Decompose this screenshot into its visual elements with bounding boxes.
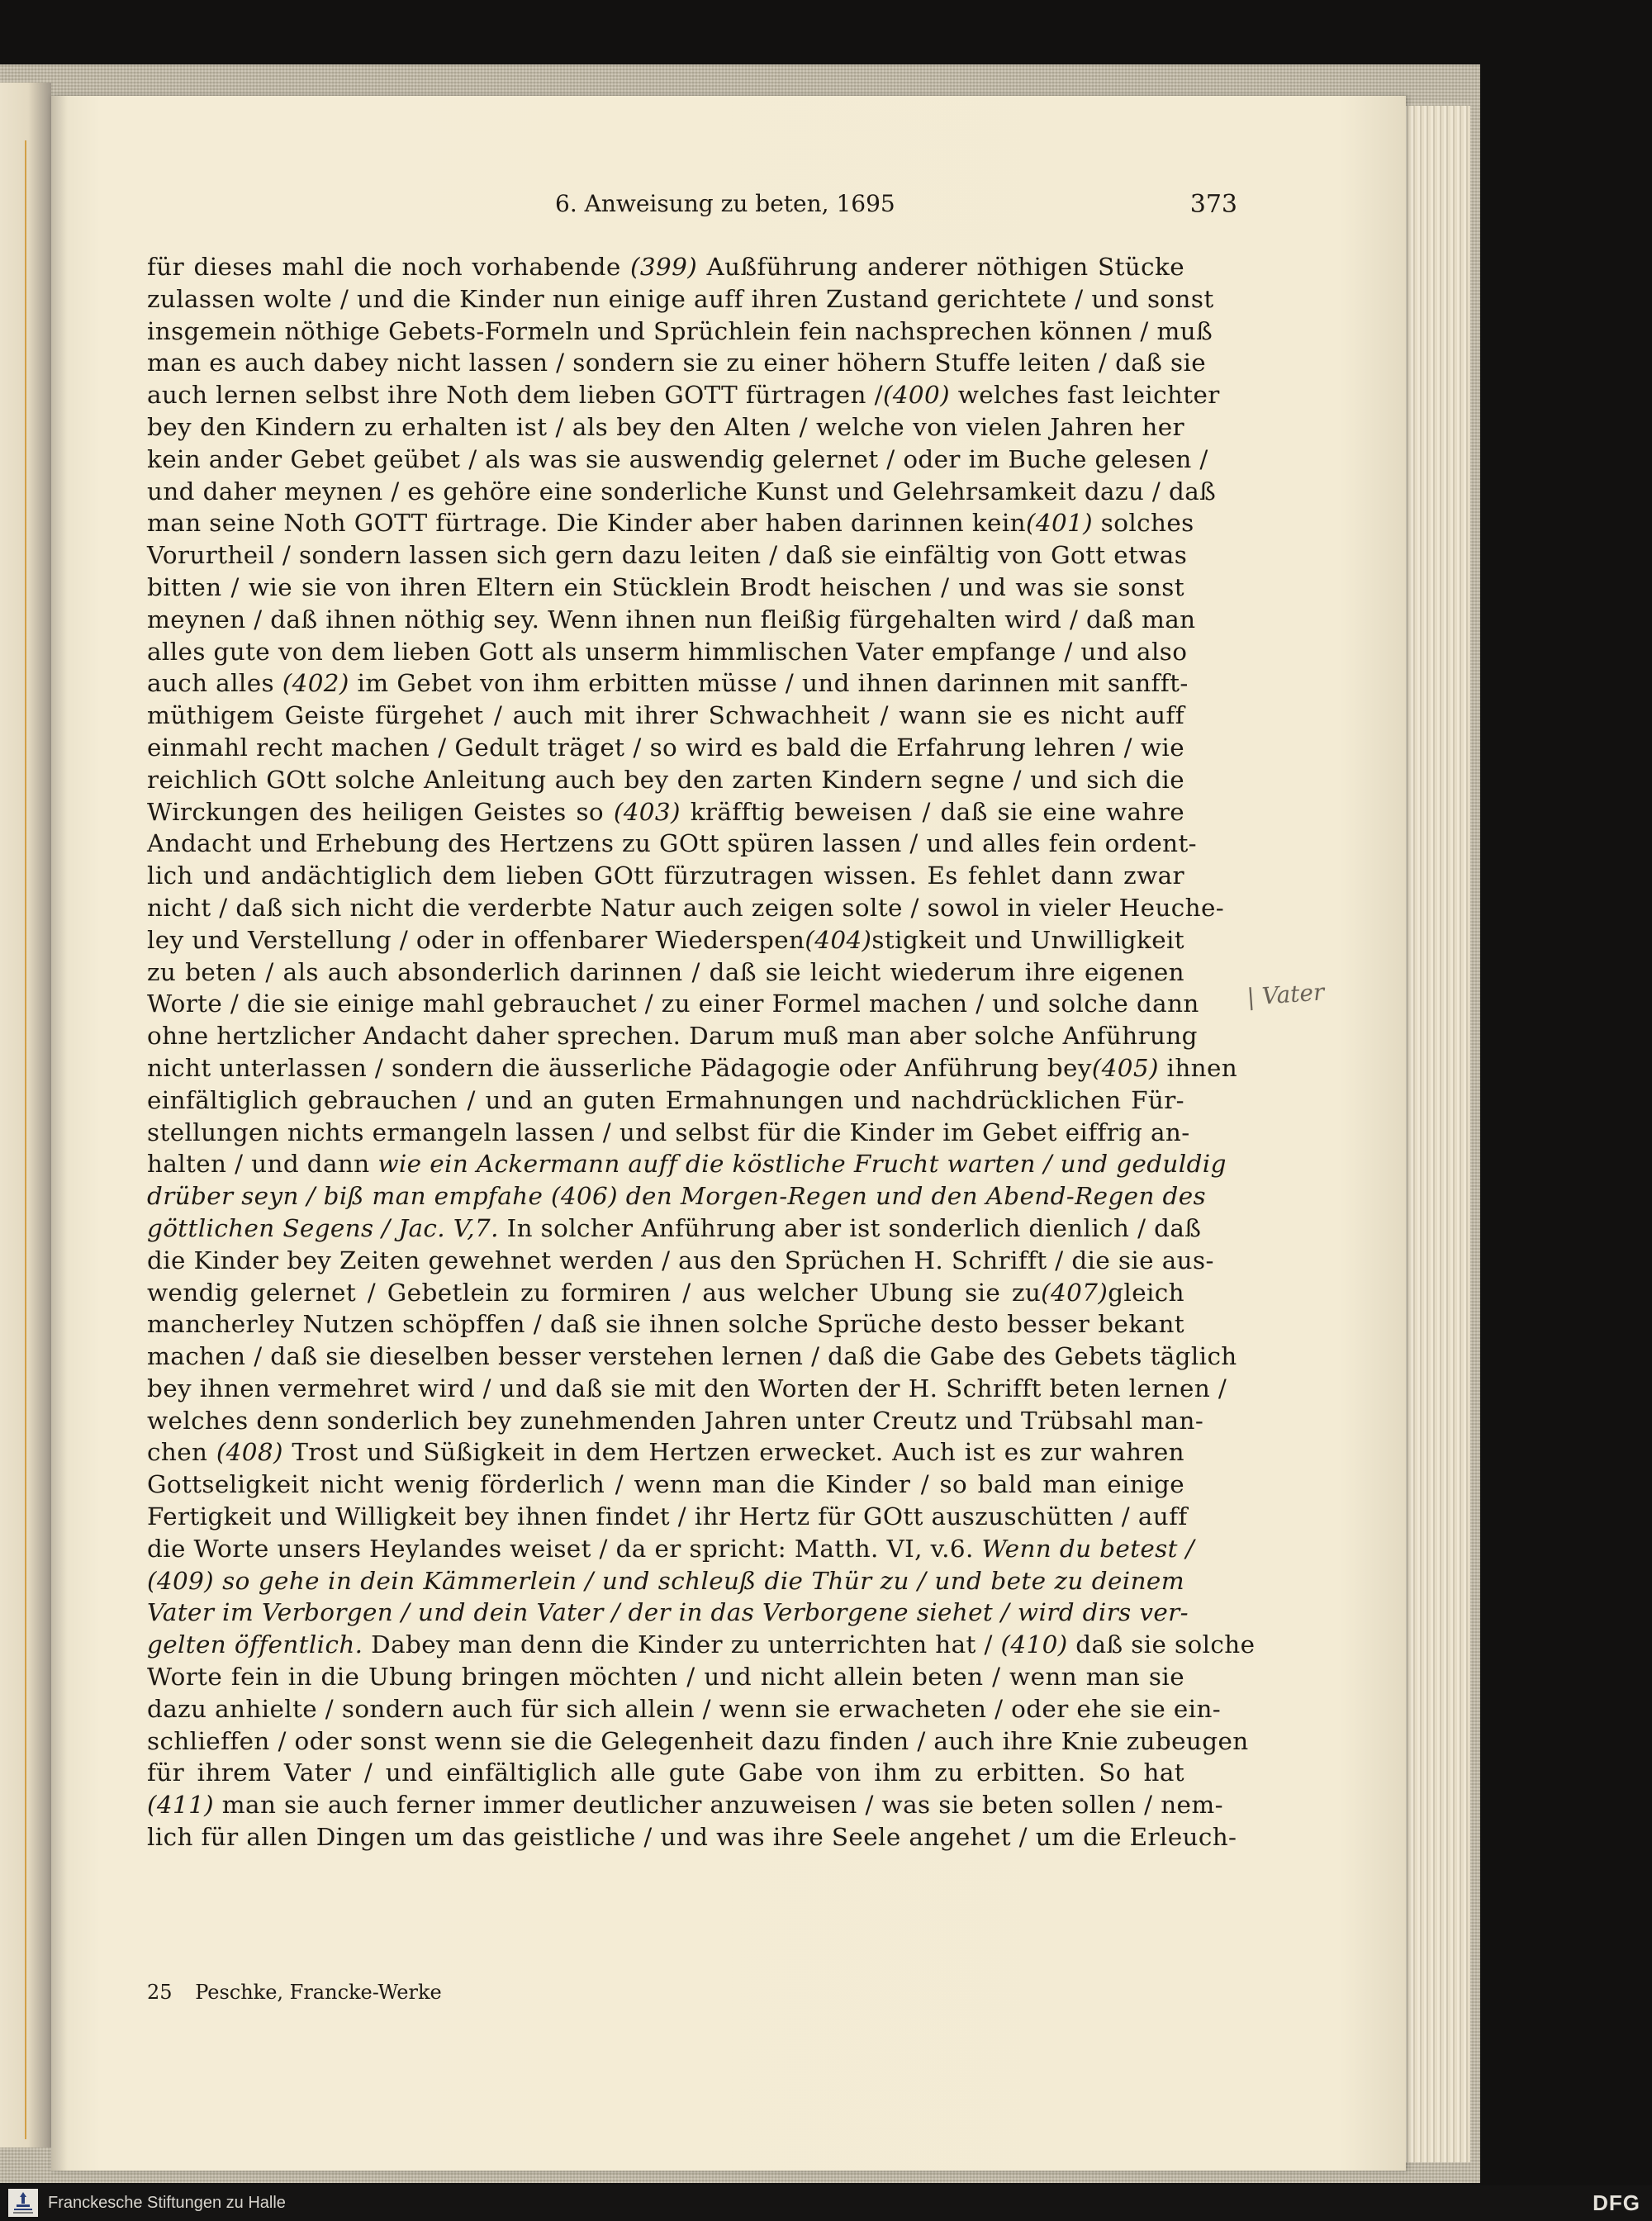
text-line [147, 1661, 1184, 1693]
text-line [147, 604, 1196, 636]
text-line [147, 1341, 1237, 1373]
institution-logo-icon [8, 2189, 38, 2217]
italic-segment: (405) [1091, 1053, 1159, 1082]
text-line [147, 860, 1184, 892]
text-segment: gleich [1108, 1278, 1184, 1307]
text-line [147, 1405, 1204, 1437]
text-line [147, 892, 1225, 924]
text-segment: lich und andächtiglich dem lieben GOtt fürzutragen wissen. Es fehlet dann zwar [147, 861, 1184, 890]
italic-segment: Vater im Verborgen / und dein Vater / der in das Verborgene siehet / wird dirs ver- [147, 1598, 1189, 1627]
text-segment: welches denn sonderlich bey zunehmenden Jahren unter Creutz und Trübsahl man- [147, 1406, 1204, 1435]
italic-segment: (409) so gehe in dein Kämmerlein / und schleuß die Thür zu / und bete zu deinem [147, 1566, 1184, 1595]
italic-segment: (403) [613, 797, 681, 826]
italic-segment: Wenn du betest / [981, 1534, 1194, 1563]
text-line [147, 379, 1220, 411]
italic-segment: (408) [216, 1438, 283, 1467]
text-segment: nicht / daß sich nicht die verderbte Natur auch zeigen solte / sowol in vieler Heuche- [147, 893, 1225, 922]
dfg-logo: DFG [1593, 2190, 1640, 2215]
text-segment: ohne hertzlicher Andacht daher sprechen. Darum muß man aber solche Anführung [147, 1022, 1198, 1051]
page-number: 373 [1189, 190, 1237, 219]
text-segment: kein ander Gebet geübet / als was sie auswendig gelernet / oder im Buche gelesen / [147, 444, 1208, 473]
text-segment: Wirckungen des heiligen Geistes so [147, 797, 614, 826]
text-segment: man sie auch ferner immer deutlicher anzuweisen / was sie beten sollen / nem- [214, 1791, 1223, 1820]
text-segment: und daher meynen / es gehöre eine sonderliche Kunst und Gelehrsamkeit dazu / daß [147, 477, 1217, 505]
italic-segment: (406) [550, 1182, 619, 1211]
text-segment: daß sie solche [1067, 1630, 1256, 1659]
text-line [147, 636, 1188, 668]
text-segment: bitten / wie sie von ihren Eltern ein Stücklein Brodt heischen / und was sie sonst [147, 572, 1184, 601]
text-segment: zu beten / als auch absonderlich darinnen / daß sie leicht wiederum ihre eigenen [147, 957, 1184, 986]
text-segment: die Kinder bey Zeiten gewehnet werden / aus den Sprüchen H. Schrifft / die sie aus- [147, 1246, 1214, 1274]
text-line [147, 988, 1199, 1020]
text-segment: Vorurtheil / sondern lassen sich gern dazu leiten / daß sie einfältig von Gott etwas [147, 541, 1188, 570]
text-segment: bey ihnen vermehret wird / und daß sie mit den Worten der H. Schrifft beten lernen / [147, 1374, 1227, 1402]
text-segment: ley und Verstellung / oder in offenbarer Wiederspen [147, 925, 805, 954]
page-stack-edge [1398, 106, 1470, 2162]
text-segment: man es auch dabey nicht lassen / sondern sie zu einer höhern Stuffe leiten / daß sie [147, 349, 1207, 377]
italic-segment: (404) [805, 925, 872, 954]
text-line [147, 1020, 1198, 1052]
text-segment: stigkeit und Unwilligkeit [871, 925, 1184, 954]
text-segment: solches [1093, 509, 1194, 538]
text-segment: auch alles [147, 669, 282, 698]
signature-text: Peschke, Francke-Werke [195, 1981, 442, 2004]
text-line [147, 1725, 1249, 1758]
text-line [147, 1693, 1222, 1725]
text-line [147, 1148, 1227, 1180]
text-line [147, 1565, 1184, 1597]
text-line [147, 1533, 1194, 1565]
italic-segment: (411) [147, 1791, 215, 1820]
text-segment: müthigem Geiste fürgehet / auch mit ihrer Schwachheit / wann sie es nicht auff [147, 701, 1184, 730]
text-line [147, 1308, 1184, 1341]
italic-segment: (400) [882, 381, 950, 410]
institution-name: Franckesche Stiftungen zu Halle [48, 2194, 286, 2212]
italic-segment: wie ein Ackermann auff die köstliche Frucht warten / und geduldig [377, 1150, 1227, 1179]
text-segment: Dabey man denn die Kinder zu unterrichten hat / [363, 1630, 1001, 1659]
text-segment: kräfftig beweisen / daß sie eine wahre [680, 797, 1185, 826]
text-segment: meynen / daß ihnen nöthig sey. Wenn ihnen nun fleißig fürgehalten wird / daß man [147, 605, 1196, 634]
handwritten-margin-note: | Vater [1246, 978, 1326, 1011]
text-segment: welches fast leichter [949, 381, 1220, 410]
text-segment: Worte fein in die Ubung bringen möchten / und nicht allein beten / wenn man sie [147, 1663, 1184, 1692]
text-line [147, 1180, 1207, 1213]
text-line [147, 1245, 1214, 1277]
italic-segment: (402) [282, 669, 349, 698]
text-segment: chen [147, 1438, 216, 1467]
text-line [147, 1084, 1184, 1117]
text-segment: alles gute von dem lieben Gott als unserm himmlischen Vater empfange / und also [147, 637, 1188, 666]
text-line [147, 828, 1197, 860]
text-line [147, 1757, 1184, 1789]
text-line [147, 316, 1213, 348]
italic-segment: (410) [1000, 1630, 1068, 1659]
text-line [147, 764, 1184, 796]
viewer-bottom-bar [0, 2185, 1652, 2221]
text-line [147, 1213, 1202, 1245]
text-segment: insgemein nöthige Gebets-Formeln und Sprüchlein fein nachsprechen können / muß [147, 316, 1213, 345]
text-segment: dazu anhielte / sondern auch für sich allein / wenn sie erwacheten / oder ehe sie ein- [147, 1694, 1222, 1723]
text-line [147, 347, 1207, 379]
text-line [147, 1629, 1256, 1661]
text-segment: nicht unterlassen / sondern die äusserliche Pädagogie oder Anführung bey [147, 1053, 1092, 1082]
text-segment: In solcher Anführung aber ist sonderlich dienlich / daß [498, 1213, 1202, 1242]
text-segment: bey den Kindern zu erhalten ist / als bey den Alten / welche von vielen Jahren her [147, 412, 1184, 441]
text-segment: zulassen wolte / und die Kinder nun einige auff ihren Zustand gerichtete / und sonst [147, 284, 1214, 313]
text-line [147, 1052, 1238, 1084]
text-segment: ihnen [1158, 1053, 1238, 1082]
text-line [147, 667, 1189, 700]
body-text [147, 251, 1256, 1853]
text-segment: im Gebet von ihm erbitten müsse / und ihnen darinnen mit sanfft- [349, 669, 1189, 698]
text-segment: einmahl recht machen / Gedult träget / so wird es bald die Erfahrung lehren / wie [147, 733, 1184, 762]
text-segment: reichlich GOtt solche Anleitung auch bey den zarten Kindern segne / und sich die [147, 765, 1184, 794]
text-line [147, 1469, 1184, 1501]
italic-segment: (407) [1041, 1278, 1108, 1307]
italic-segment: den Morgen-Regen und den Abend-Regen des [618, 1182, 1207, 1211]
text-segment: Andacht und Erhebung des Hertzens zu GOtt spüren lassen / und alles fein ordent- [147, 829, 1197, 858]
italic-segment: drüber seyn / biß man empfahe [147, 1182, 551, 1211]
printer-signature [147, 1981, 442, 2004]
italic-segment: (401) [1025, 509, 1094, 538]
text-line [147, 572, 1184, 604]
left-page-gilt-line [25, 140, 26, 2139]
text-segment: wendig gelernet / Gebetlein zu formiren / aus welcher Ubung sie zu [147, 1278, 1042, 1307]
text-segment: einfältiglich gebrauchen / und an guten Ermahnungen und nachdrücklichen Für- [147, 1085, 1184, 1114]
text-line [147, 700, 1184, 732]
text-line [147, 1117, 1190, 1149]
running-head-title: 6. Anweisung zu beten, 1695 [555, 190, 895, 217]
text-line [147, 476, 1217, 508]
text-line [147, 1501, 1188, 1533]
text-line [147, 924, 1184, 956]
text-line [147, 411, 1184, 444]
text-segment: stellungen nichts ermangeln lassen / und selbst für die Kinder im Gebet eiffrig an- [147, 1118, 1190, 1146]
text-segment: Worte / die sie einige mahl gebrauchet / zu einer Formel machen / und solche dann [147, 989, 1199, 1018]
text-line [147, 1789, 1223, 1821]
text-line [147, 1597, 1189, 1629]
text-segment: schlieffen / oder sonst wenn sie die Gelegenheit dazu finden / auch ihre Knie zubeugen [147, 1726, 1249, 1755]
text-segment: Gottseligkeit nicht wenig förderlich / wenn man die Kinder / so bald man einige [147, 1470, 1184, 1499]
text-line [147, 796, 1184, 828]
text-line [147, 283, 1214, 316]
text-segment: mancherley Nutzen schöpffen / daß sie ihnen solche Sprüche desto besser bekant [147, 1310, 1184, 1339]
text-line [147, 956, 1184, 989]
text-segment: Trost und Süßigkeit in dem Hertzen erwecket. Auch ist es zur wahren [282, 1438, 1184, 1467]
text-line [147, 507, 1194, 539]
signature-number: 25 [147, 1981, 173, 2004]
text-line [147, 251, 1184, 283]
text-segment: Fertigkeit und Willigkeit bey ihnen findet / ihr Hertz für GOtt auszuschütten / auff [147, 1502, 1188, 1531]
text-segment: auch lernen selbst ihre Noth dem lieben GOTT fürtragen / [147, 381, 883, 410]
running-head [200, 190, 1237, 223]
text-segment: die Worte unsers Heylandes weiset / da er spricht: Matth. VI, v.6. [147, 1534, 982, 1563]
text-line [147, 1436, 1184, 1469]
text-line [147, 732, 1184, 764]
text-line [147, 444, 1208, 476]
text-segment: für dieses mahl die noch vorhabende [147, 253, 631, 281]
text-segment: halten / und dann [147, 1150, 378, 1179]
text-line [147, 1821, 1237, 1853]
text-segment: machen / daß sie dieselben besser verstehen lernen / daß die Gabe des Gebets täglich [147, 1342, 1237, 1371]
italic-segment: göttlichen Segens / Jac. V,7. [147, 1213, 499, 1242]
text-segment: Außführung anderer nöthigen Stücke [697, 253, 1184, 281]
book-page [51, 96, 1406, 2171]
text-segment: für ihrem Vater / und einfältiglich alle gute Gabe von ihm zu erbitten. So hat [147, 1758, 1184, 1787]
text-segment: man seine Noth GOTT fürtrage. Die Kinder aber haben darinnen kein [147, 509, 1026, 538]
text-segment: lich für allen Dingen um das geistliche / und was ihre Seele angehet / um die Erleuch- [147, 1823, 1237, 1852]
italic-segment: (399) [630, 253, 698, 281]
text-line [147, 539, 1188, 572]
italic-segment: gelten öffentlich. [147, 1630, 363, 1659]
text-line [147, 1277, 1184, 1309]
text-line [147, 1373, 1227, 1405]
